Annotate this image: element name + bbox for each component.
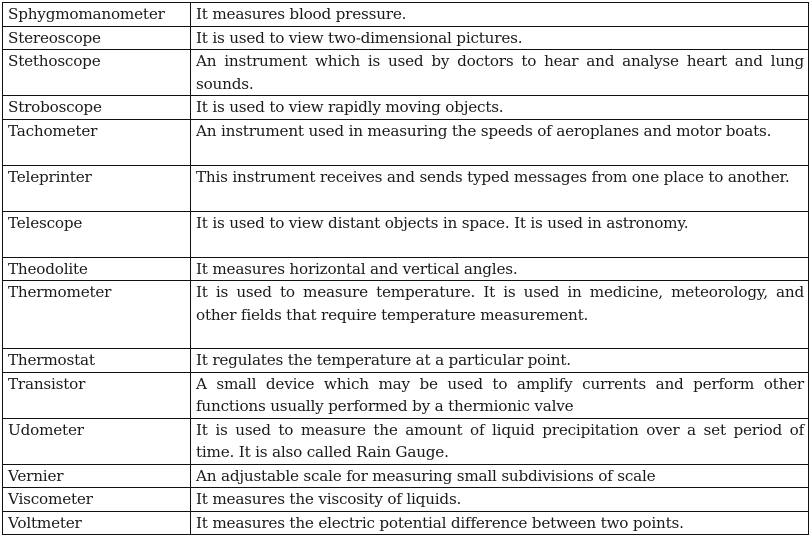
instrument-name: Voltmeter (3, 511, 191, 535)
table-row (3, 349, 809, 373)
table-row (3, 281, 809, 349)
instrument-name: Viscometer (3, 488, 191, 512)
table-row (3, 211, 809, 257)
instrument-name: Stethoscope (3, 50, 191, 96)
instrument-name: Thermostat (3, 349, 191, 373)
instrument-name: Tachometer (3, 119, 191, 165)
table-row (3, 464, 809, 488)
table-row (3, 3, 809, 27)
instrument-description: It measures the electric potential difference between two points. (191, 511, 809, 535)
instrument-name: Telescope (3, 211, 191, 257)
table-row (3, 26, 809, 50)
table-row (3, 96, 809, 120)
instrument-description: A small device which may be used to amplify currents and perform other functions usually performed by a thermionic valve (191, 372, 809, 418)
instrument-description: This instrument receives and sends typed messages from one place to another. (191, 165, 809, 211)
instrument-description: It is used to measure the amount of liquid precipitation over a set period of time. It is also called Rain Gauge. (191, 418, 809, 464)
instrument-name: Sphygmomanometer (3, 3, 191, 27)
instruments-table (2, 2, 809, 535)
table-row (3, 165, 809, 211)
instrument-description: It measures horizontal and vertical angles. (191, 257, 809, 281)
table-row (3, 119, 809, 165)
instrument-name: Stroboscope (3, 96, 191, 120)
instrument-name: Theodolite (3, 257, 191, 281)
table-row (3, 488, 809, 512)
instrument-description: An instrument used in measuring the speeds of aeroplanes and motor boats. (191, 119, 809, 165)
instrument-description: It regulates the temperature at a particular point. (191, 349, 809, 373)
instrument-name: Teleprinter (3, 165, 191, 211)
table-row (3, 372, 809, 418)
instrument-description: It measures blood pressure. (191, 3, 809, 27)
instrument-name: Udometer (3, 418, 191, 464)
instrument-description: An instrument which is used by doctors to hear and analyse heart and lung sounds. (191, 50, 809, 96)
instrument-description: It measures the viscosity of liquids. (191, 488, 809, 512)
instrument-description: It is used to view rapidly moving objects. (191, 96, 809, 120)
instrument-description: It is used to view distant objects in space. It is used in astronomy. (191, 211, 809, 257)
table-row (3, 418, 809, 464)
instruments-table-body (3, 3, 809, 535)
instrument-name: Transistor (3, 372, 191, 418)
instrument-description: An adjustable scale for measuring small subdivisions of scale (191, 464, 809, 488)
instrument-name: Thermometer (3, 281, 191, 349)
instrument-name: Stereoscope (3, 26, 191, 50)
instrument-description: It is used to measure temperature. It is used in medicine, meteorology, and other fields that require temperature measurement. (191, 281, 809, 349)
table-row (3, 50, 809, 96)
instrument-description: It is used to view two-dimensional pictures. (191, 26, 809, 50)
instrument-name: Vernier (3, 464, 191, 488)
table-row (3, 257, 809, 281)
table-row (3, 511, 809, 535)
